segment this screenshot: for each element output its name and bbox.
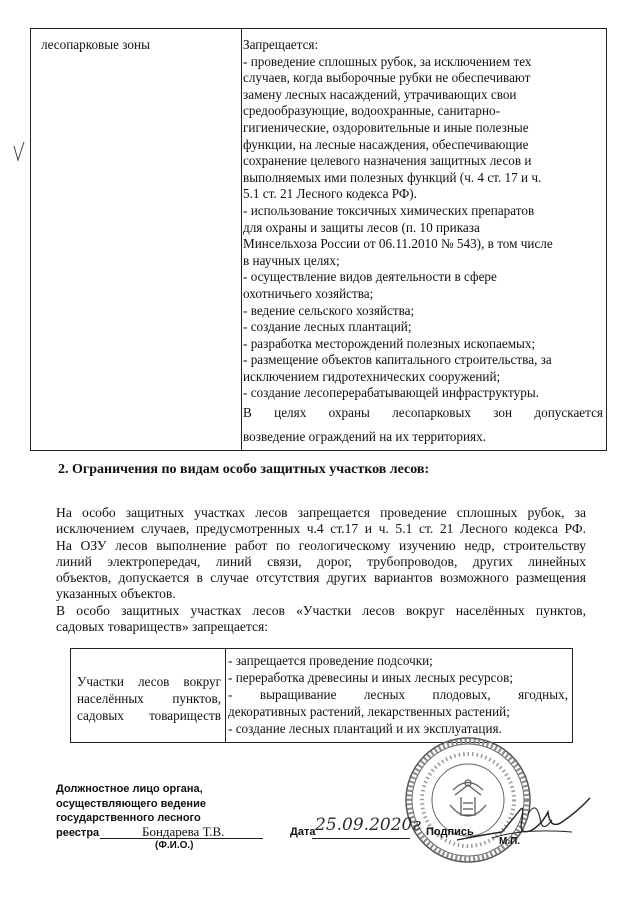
restriction-line: для охраны и защиты лесов (п. 10 приказа: [243, 219, 480, 235]
paragraph-line: На особо защитных участках лесов запрещается проведение сплошных рубок, за: [56, 505, 586, 520]
paragraph-line: исключением случаев, предусмотренных ч.4 ст.17 и ч. 5.1 ст. 21 Лесного кодекса РФ.: [56, 521, 586, 537]
restriction-line: Запрещается:: [243, 37, 319, 52]
paragraph-line: На ОЗУ лесов выполнение работ по геологическому изучению недр, строительству: [56, 537, 586, 553]
table-column-divider: [241, 29, 242, 450]
restriction-line: замену лесных насаждений, утрачивающих свои: [243, 86, 517, 102]
plot-restrictions-cell: [228, 652, 568, 737]
restriction-line: - ведение сельского хозяйства;: [243, 302, 415, 318]
restriction-line: функции, на лесные насаждения, обеспечивающие: [243, 136, 529, 152]
restrictions-table-top: [30, 28, 607, 451]
zone-type-cell: лесопарковые зоны: [41, 37, 150, 52]
paragraph-line: объектов, допускается в случае отсутствия других вариантов возможного размещения: [56, 570, 586, 586]
official-position-line: государственного лесного: [56, 812, 201, 824]
restriction-line: - использование токсичных химических препаратов: [243, 202, 535, 218]
official-position-line: Должностное лицо органа,: [56, 783, 203, 795]
signature-label: Подпись: [426, 826, 474, 838]
paragraph-line: указанных объектов.: [56, 586, 176, 602]
pen-tick-mark: [12, 140, 26, 162]
restriction-line: исключением гидротехнических сооружений;: [243, 368, 501, 384]
restriction-line: гигиенические, оздоровительные и иные полезные: [243, 119, 529, 135]
restriction-line: случаев, когда выборочные рубки не обеспечивают: [243, 70, 531, 86]
restrictions-table-bottom: [70, 648, 573, 743]
date-label: Дата: [290, 826, 316, 838]
restriction-line: 5.1 ст. 21 Лесного кодекса РФ).: [243, 186, 417, 202]
official-position-line: реестра: [56, 826, 100, 839]
plot-type-line: населённых пунктов,: [77, 691, 221, 706]
restriction-line: охотничьего хозяйства;: [243, 285, 374, 301]
fio-caption: (Ф.И.О.): [155, 840, 194, 851]
paragraph-line: садовых товариществ» запрещается:: [56, 619, 269, 635]
table-column-divider: [225, 649, 226, 742]
fencing-permission-line: возведение ограждений на их территориях.: [243, 429, 486, 444]
official-name: Бондарева Т.В.: [142, 824, 225, 839]
restriction-line: - создание лесных плантаций;: [243, 319, 412, 335]
restriction-line: декоративных растений, лекарственных растений;: [228, 704, 510, 719]
restriction-line: - запрещается проведение подсочки;: [228, 653, 433, 668]
restriction-line: - переработка древесины и иных лесных ресурсов;: [228, 670, 513, 685]
restriction-line: - размещение объектов капитального строительства, за: [243, 352, 552, 368]
handwritten-date: 25.09.2020г: [315, 815, 421, 835]
restriction-line: - проведение сплошных рубок, за исключением тех: [243, 53, 532, 69]
date-underline: [312, 838, 410, 839]
official-position-line: осуществляющего ведение: [56, 797, 206, 810]
restriction-line: - создание лесных плантаций и их эксплуатация.: [228, 721, 502, 736]
restriction-line: - осуществление видов деятельности в сфере: [243, 269, 497, 285]
restriction-line: в научных целях;: [243, 252, 340, 268]
paragraph-line: линий электропередач, линий связи, дорог, трубопроводов, других линейных: [56, 553, 586, 569]
restrictions-cell: [243, 37, 603, 444]
paragraph-line: В особо защитных участках лесов «Участки лесов вокруг населённых пунктов,: [56, 602, 586, 618]
section-heading: 2. Ограничения по видам особо защитных участков лесов:: [58, 462, 430, 477]
plot-type-line: Участки лесов вокруг: [77, 674, 221, 689]
restriction-line: - создание лесоперерабатывающей инфраструктуры.: [243, 385, 539, 401]
handwritten-signature: [452, 790, 592, 850]
section-paragraph: [56, 505, 586, 635]
restriction-line: средообразующие, водоохранные, санитарно-: [243, 103, 500, 119]
restriction-line: сохранение целевого назначения защитных лесов и: [243, 153, 532, 169]
restriction-line: выполняемых ими полезных функций (ч. 4 ст. 17 и ч.: [243, 169, 542, 185]
seal-place-label: М.П.: [499, 836, 521, 847]
restriction-line: - выращивание лесных плодовых, ягодных,: [228, 687, 568, 702]
restriction-line: - разработка месторождений полезных ископаемых;: [243, 335, 536, 351]
restriction-line: Минсельхоза России от 06.11.2010 № 543), в том числе: [243, 236, 553, 252]
plot-type-cell: [77, 673, 221, 724]
fencing-permission-line: В целях охраны лесопарковых зон допускается: [243, 405, 603, 420]
plot-type-line: садовых товариществ: [77, 708, 221, 723]
